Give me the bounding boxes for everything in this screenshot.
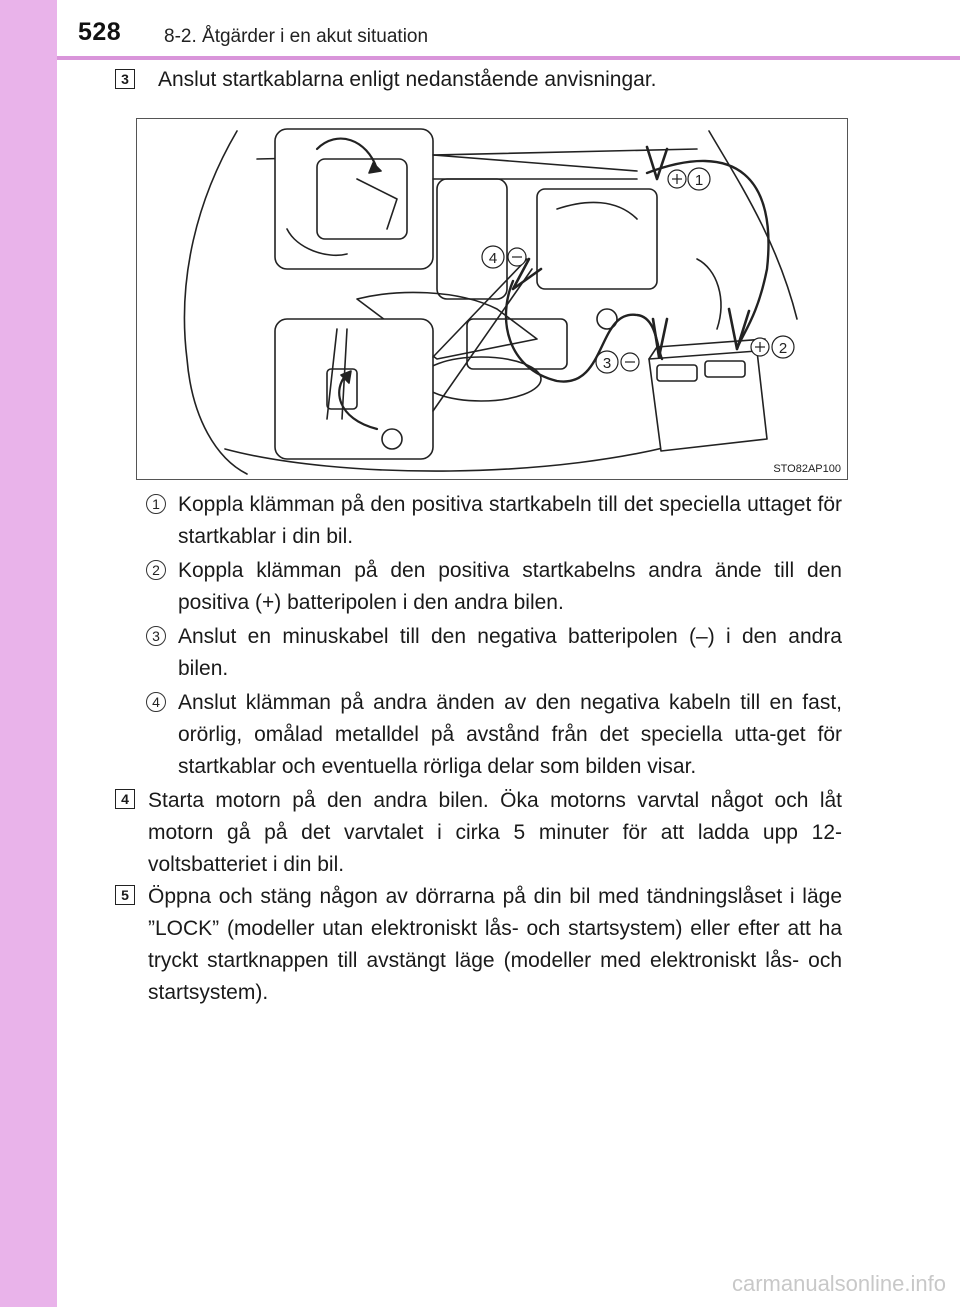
substep-number: 3 bbox=[146, 626, 166, 646]
step-text: Anslut startkablarna enligt nedanstående anvisningar. bbox=[158, 68, 657, 91]
step-number-box: 5 bbox=[115, 885, 135, 905]
substep-text: Koppla klämman på den positiva startkabeln till det speciella uttaget för startkablar i din bil. bbox=[178, 493, 842, 548]
side-color-band bbox=[0, 0, 57, 1307]
callout-label-3: 3 bbox=[602, 355, 612, 372]
step-text: Starta motorn på den andra bilen. Öka motorns varvtal något och låt motorn gå på det varvtalet i cirka 5 minuter för att ladda upp 12-voltsbatteriet i din bil. bbox=[148, 789, 842, 876]
fender-right bbox=[709, 131, 797, 319]
header-rule bbox=[57, 56, 960, 60]
substep-number: 2 bbox=[146, 560, 166, 580]
substep-number: 4 bbox=[146, 692, 166, 712]
step-number-box: 3 bbox=[115, 69, 135, 89]
watermark: carmanualsonline.info bbox=[731, 1271, 946, 1296]
callout-1 bbox=[668, 168, 710, 190]
callout-3 bbox=[596, 351, 639, 373]
section-title: 8-2. Åtgärder i en akut situation bbox=[164, 26, 429, 47]
step-number-box: 4 bbox=[115, 789, 135, 809]
substep-text: Anslut en minuskabel till den negativa batteripolen (–) i den andra bilen. bbox=[178, 625, 842, 680]
substep-text: Anslut klämman på andra änden av den negativa kabeln till en fast, orörlig, omålad metalldel på avstånd från det speciella utta-get för startkablar och eventuella rörliga delar som bilden visar. bbox=[178, 691, 842, 778]
step-text: Öppna och stäng någon av dörrarna på din bil med tändningslåset i läge ”LOCK” (modeller utan elektroniskt lås- och startsystem) eller efter att ha tryckt startknappen till avstängt läge (modeller med elektroniskt lås- och startsystem). bbox=[148, 885, 842, 1004]
page-number: 528 bbox=[78, 18, 122, 46]
jump-start-illustration bbox=[136, 118, 848, 480]
callout-label-2: 2 bbox=[778, 340, 788, 357]
engine-bay-drawing bbox=[137, 119, 848, 480]
callout-4 bbox=[482, 246, 526, 268]
callout-2 bbox=[751, 336, 794, 358]
substep-text: Koppla klämman på den positiva startkabelns andra ände till den positiva (+) batteripolen i den andra bilen. bbox=[178, 559, 842, 614]
illustration-code: STO82AP100 bbox=[773, 463, 841, 475]
substep-number: 1 bbox=[146, 494, 166, 514]
callout-label-4: 4 bbox=[488, 250, 498, 267]
fender-left bbox=[184, 131, 247, 474]
callout-label-1: 1 bbox=[694, 172, 704, 189]
